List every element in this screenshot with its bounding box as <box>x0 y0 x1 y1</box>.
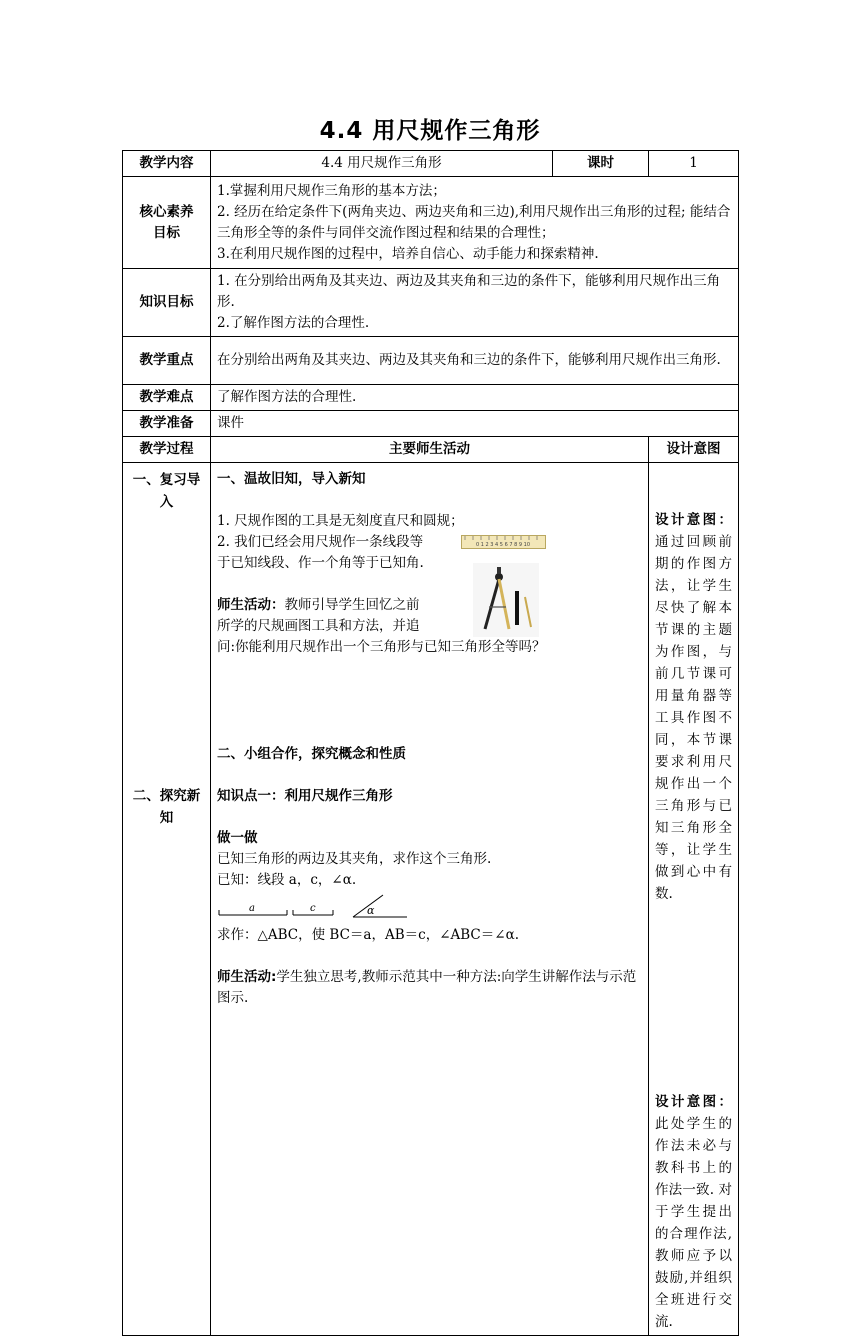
intent-2: 设计意图：此处学生的作法未必与教科书上的作法一致. 对于学生提出的合理作法,教师应予以鼓励,并组织全班进行交流. <box>655 1094 732 1330</box>
do-it-heading: 做一做 <box>217 830 258 846</box>
angle-alpha-label: α <box>367 904 375 917</box>
review-point-2a: 2. 我们已经会用尺规作一条线段等 <box>217 534 424 550</box>
review-point-1: 1. 尺规作图的工具是无刻度直尺和圆规； <box>217 513 464 529</box>
teacher-activity-2: 师生活动:学生独立思考,教师示范其中一种方法:向学生讲解作法与示范图示. <box>217 969 637 1006</box>
lesson-plan-table <box>122 150 739 1336</box>
hours-label: 课时 <box>553 151 649 177</box>
content-value: 4.4 用尺规作三角形 <box>211 151 553 177</box>
key-point-label: 教学重点 <box>123 337 211 385</box>
knowledge-goals: 1. 在分别给出两角及其夹边、两边及其夹角和三边的条件下，能够利用尺规作出三角形. 2.了解作图方法的合理性. <box>211 269 739 337</box>
section2-heading: 二、小组合作，探究概念和性质 <box>217 746 406 762</box>
core-goals: 1.掌握利用尺规作三角形的基本方法； 2. 经历在给定条件下(两角夹边、两边夹角和三边),利用尺规作出三角形的过程; 能结合三角形全等的条件与同伴交流作图过程和结果的合理性； 3.在利用尺规作图的过程中，培养自信心、动手能力和探索精神. <box>211 177 739 269</box>
teacher-activity-1: 师生活动：教师引导学生回忆之前 <box>217 597 420 613</box>
knowledge-label: 知识目标 <box>123 269 211 337</box>
knowledge-point-1: 知识点一：利用尺规作三角形 <box>217 788 393 804</box>
page-title: 4.4 用尺规作三角形 <box>319 118 541 144</box>
key-point-value: 在分别给出两角及其夹边、两边及其夹角和三边的条件下，能够利用尺规作出三角形. <box>211 337 739 385</box>
hours-value: 1 <box>649 151 739 177</box>
difficulty-value: 了解作图方法的合理性. <box>211 385 739 411</box>
segment-a-label: a <box>249 903 255 914</box>
col-activity: 主要师生活动 <box>211 437 649 463</box>
segment-c-label: c <box>310 903 316 914</box>
section1-heading: 一、温故旧知，导入新知 <box>217 471 366 487</box>
task-statement: 已知三角形的两边及其夹角，求作这个三角形. <box>217 851 492 867</box>
construct-statement: 求作：△ABC，使 BC＝a，AB＝c，∠ABC＝∠α. <box>217 927 519 943</box>
content-label: 教学内容 <box>123 151 211 177</box>
given-statement: 已知：线段 a，c，∠α. <box>217 872 357 888</box>
given-figures <box>217 893 417 923</box>
ruler-image <box>461 533 547 553</box>
core-label: 核心素养 目标 <box>123 177 211 269</box>
prep-label: 教学准备 <box>123 411 211 437</box>
prep-value: 课件 <box>211 411 739 437</box>
ruler-digits: 0 1 2 3 4 5 6 7 8 9 10 <box>475 542 531 548</box>
col-stage: 教学过程 <box>123 437 211 463</box>
intent-column <box>649 463 739 1336</box>
stage-column: 一、复习导 入 二、探究新 知 <box>123 463 211 1336</box>
intent-1: 设计意图：通过回顾前期的作图方法，让学生尽快了解本节课的主题为作图，与前几节课可用量角器等工具作图不同，本节课要求利用尺规作出一个三角形与已知三角形全等，让学生做到心中有数. <box>655 512 732 902</box>
difficulty-label: 教学难点 <box>123 385 211 411</box>
compass-image <box>473 563 539 637</box>
col-intent: 设计意图 <box>649 437 739 463</box>
activity-column: 一、温故旧知，导入新知 1. 尺规作图的工具是无刻度直尺和圆规； 2. 我们已经会用尺规作一条线段等 于已知线段、作一个角等于已知角. 师生活动：教师引导学生回忆之前 所学的尺规画图工具和方法，并追 问:你能利用尺规作出一个三角形与已知三角形全等吗？ 0 1 2 3 4 5 6 7 8 9 10 二、小组合作，探究概念和性质 知识点一：利用尺规作三角形 做一做 已知三角形的两边及其夹角，求作这个三角形. 已知：线段 a，c，∠α. a c α 求作：△ABC，使 BC＝a，AB＝c，∠ABC＝∠α. 师生活动:学生独立思考,教师示范其中一种方法:向学生讲解作法与示范图示. <box>211 463 649 1336</box>
review-point-2b: 于已知线段、作一个角等于已知角. <box>217 555 424 571</box>
